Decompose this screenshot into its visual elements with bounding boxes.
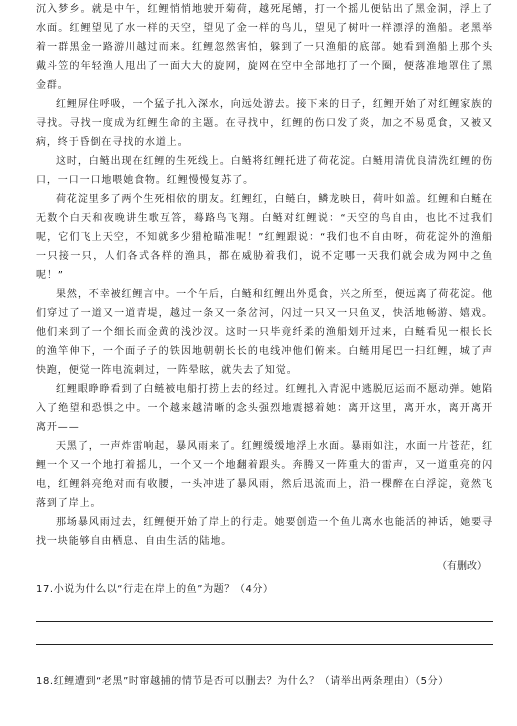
question-text: 18.红鲤遭到“老黑”时窜越捕的情节是否可以删去？为什么？（请举出两条理由）（5分） [36,676,449,687]
article-paragraph: 那场暴风雨过去，红鲤便开始了岸上的行走。她要创造一个鱼儿离水也能活的神话，她要寻找一块能够自由栖息、自由生活的陆地。 [36,517,493,547]
source-note: （有删改） [437,561,487,572]
article-paragraph: 红鲤眼睁睁看到了白鲢被电船打捞上去的经过。红鲤扎入青泥中逃脱厄运而不愿动弹。她陷入了绝望和恐惧之中。一个越来越清晰的念头强烈地震撼着她：离开这里，离开水，离开离开离开—— [36,384,493,433]
answer-line[interactable] [36,599,493,622]
question-18 [36,673,493,691]
question-text: 17.小说为什么以“行走在岸上的鱼”为题？（4分） [36,584,274,595]
article-paragraph: 这时，白鲢出现在红鲤的生死线上。白鲢将红鲤托进了荷花淀。白鲢用清优良清洗红鲤的伤口，一口一口地喂她食物。红鲤慢慢复苏了。 [36,156,493,186]
question-17 [36,581,493,645]
article-body [36,0,493,551]
article-paragraph: 沉入梦乡。就是中午，红鲤悄悄地驶开菊荷，越死尾鳍，打一个摇儿便钻出了黑金洞，浮上了水面。红鲤望见了水一样的天空，望见了金一样的鸟儿，望见了树叶一样漂浮的渔船。老黑举着一群黑金一路游川越过而来。红鲤忽然害怕，躲到了一只渔船的底部。她看到渔船上那个头戴斗笠的年轻渔人甩出了一面大大的旋网，旋网在空中全部地打了一个圈，便落准地罩住了黑金群。 [36,4,493,91]
article-paragraph: 果然，不幸被红鲤言中。一个午后，白鲢和红鲤出外觅食，兴之所至，便远离了荷花淀。他们穿过了一道又一道青堤，越过一条又一条岔河，闪过一只又一只鱼叉，快活地畅游、嬉戏。他们来到了一个细长而金黄的浅沙汊。这时一只毕竟纤柔的渔船划开过来，白鲢看见一根长长的渔竿伸下，一个面子子的铁因地朝朝长长的电线冲他们俯来。白鲢用尾巴一扫红鲤，城了声快跑，便觉一阵电流刺过，一阵晕眩，就失去了知觉。 [36,289,493,376]
article-paragraph: 荷花淀里多了两个生死相依的朋友。红鲤红，白鲢白，鳞龙映日，荷叶如盖。红鲤和白鲢在无数个白天和夜晚讲生歌互答，蓦路鸟飞翔。白鲢对红鲤说：“天空的鸟自由，也比不过我们呢，它们飞上天空，不知就多少猎枪瞄准呢！”红鲤跟说：“我们也不自由呀，荷花淀外的渔船一只接一只，人们各式各样的渔具，都在威胁着我们，说不定哪一天我们就会成为网中之鱼呢！” [36,194,493,281]
article-paragraph: 红鲤屏住呼吸，一个猛子扎入深水，向远处游去。接下来的日子，红鲤开始了对红鲤家族的寻找。寻找一度成为红鲤生命的主题。在寻找中，红鲤的伤口发了炎，加之不易觅食，又被又病，终于昏倒在寻找的水道上。 [36,99,493,148]
answer-line[interactable] [36,622,493,645]
article-paragraph: 天黑了，一声炸雷响起，暴风雨来了。红鲤缓缓地浮上水面。暴雨如注，水面一片苍茫，红鲤一个又一个地打着摇儿，一个又一个地翻着跟头。奔腾又一阵重大的雷声，又一道重亮的闪电，红鲤斜亮绝对而有收腰，一头冲进了暴风雨，然后迅流而上，沿一棵醉在白浮淀，竟然飞落到了岸上。 [36,441,493,509]
